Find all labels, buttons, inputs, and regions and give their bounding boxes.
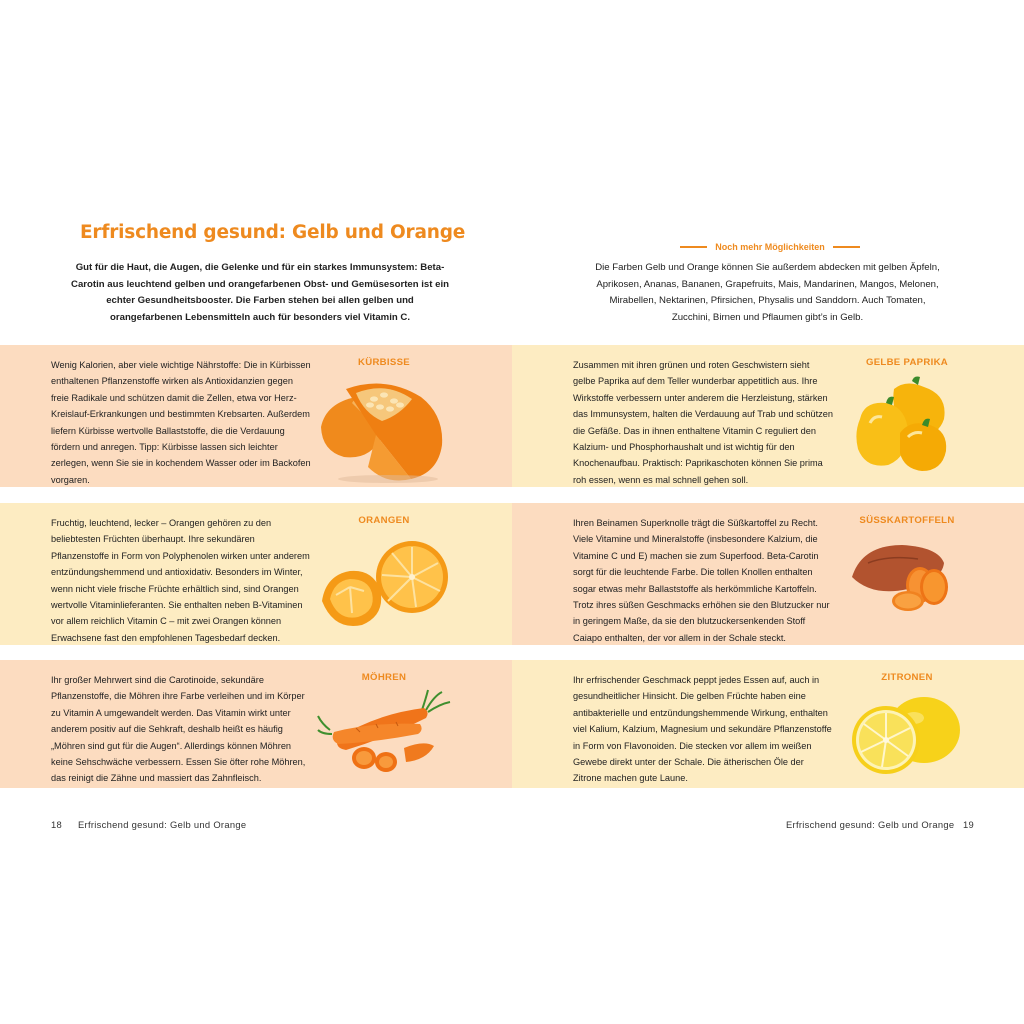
food-band-2: [0, 503, 1024, 645]
running-head-right: Erfrischend gesund: Gelb und Orange: [786, 819, 955, 830]
more-options-title: Noch mehr Möglichkeiten: [715, 242, 825, 252]
heading-rule-right: [833, 246, 860, 248]
gelbe-paprika-text: Zusammen mit ihren grünen und roten Geschwistern sieht gelbe Paprika auf dem Teller wunderbar appetitlich aus. Ihre Wirkstoffe verbessern unter anderem die Herzleistung, stärken das Immunsystem, halten die Verdauung auf Trab und schützen die Gefäße. Das in ihnen enthaltene Vitamin C reguliert den Kalzium- und Phosphorhaushalt und ist wichtig für den Knochenaufbau. Praktisch: Paprikaschoten können Sie prima roh essen, wenn es mal schnell gehen soll.: [573, 360, 833, 485]
moehren-text: Ihr großer Mehrwert sind die Carotinoide, sekundäre Pflanzenstoffe, die Möhren ihre Farbe verleihen und im Körper zu Vitamin A umgewandelt werden. Das Vitamin wirkt unter anderem positiv auf die Sehkraft, deshalb heißt es häufig „Möhren sind gut für die Augen“. Allerdings können Möhren keine Sehschwäche verbessern. Essen Sie öfter rohe Möhren, das reinigt die Zähne und massiert das Zahnfleisch.: [51, 675, 306, 784]
moehren-heading: MÖHREN: [361, 672, 407, 683]
page-title: Erfrischend gesund: Gelb und Orange: [80, 222, 466, 243]
orangen-heading: ORANGEN: [358, 515, 410, 526]
food-band-3: [0, 660, 1024, 788]
orange-icon: [316, 535, 456, 635]
page-number-right: 19: [963, 819, 975, 830]
gelbe-paprika-heading: GELBE PAPRIKA: [865, 357, 949, 368]
carrot-icon: [316, 688, 456, 778]
zitronen-text: Ihr erfrischender Geschmack peppt jedes Essen auf, auch in gesundheitlicher Hinsicht. Die gelben Früchte haben eine antibakterielle und entzündungshemmende Wirkung, enthalten viel Kalium, Kalzium, Magnesium und sekundäre Pflanzenstoffe in Form von Flavonoiden. Die stecken vor allem im weißen Gewebe direkt unter der Schale. Die ätherischen Öle der Zitrone machen gute Laune.: [573, 675, 832, 784]
suesskartoffeln-heading: SÜSSKARTOFFELN: [859, 515, 955, 526]
heading-rule-left: [680, 246, 707, 248]
intro-text: Gut für die Haut, die Augen, die Gelenke und für ein starkes Immunsystem: Beta-Carotin aus leuchtend gelben und orangefarbenen Obst- und Gemüsesorten ist ein echter Gesundheitsbooster. Die Farben stehen bei allen gelben und orangefarbenen Lebensmitteln auch für besonders viel Vitamin C.: [71, 262, 449, 323]
food-band-1: [0, 345, 1024, 487]
page-number-left: 18: [51, 819, 63, 830]
bell-pepper-icon: [848, 375, 958, 475]
sweet-potato-icon: [848, 537, 960, 617]
kuerbisse-text: Wenig Kalorien, aber viele wichtige Nährstoffe: Die in Kürbissen enthaltenen Pflanzenstoffe wirken als Antioxidanzien gegen freie Radikale und schützen damit die Zellen, etwa vor Herz-Kreislauf-Erkrankungen und bestimmten Krebsarten. Außerdem liefern Kürbisse wertvolle Ballaststoffe, die die Verdauung fördern und anregen. Tipp: Kürbisse lassen sich leichter zerlegen, wenn Sie sie in kochendem Wasser oder im Backofen vorgaren.: [51, 360, 311, 485]
more-options-text: Die Farben Gelb und Orange können Sie außerdem abdecken mit gelben Äpfeln, Aprikosen, Ananas, Bananen, Grapefruits, Mais, Mandarinen, Mangos, Melonen, Mirabellen, Nektarinen, Pfirsichen, Physalis und Sanddorn. Auch Tomaten, Zucchini, Birnen und Pflaumen gibt’s in Gelb.: [595, 262, 940, 323]
more-options-heading: [600, 242, 940, 252]
running-head-left: Erfrischend gesund: Gelb und Orange: [78, 819, 247, 830]
suesskartoffeln-text: Ihren Beinamen Superknolle trägt die Süßkartoffel zu Recht. Viele Vitamine und Mineralstoffe (insbesondere Kalzium, die Vitamine C und E) machen sie zum Superfood. Beta-Carotin sorgt für die leuchtende Farbe. Die tollen Knollen enthalten sogar etwas mehr Ballaststoffe als herkömmliche Kartoffeln. Trotz ihres süßen Geschmacks erhöhen sie den Blutzucker nur in geringem Maße, da sie den blutzuckersenkenden Stoff Caiapo enthalten, der vor allem in der Schale steckt.: [573, 518, 830, 643]
lemon-icon: [848, 690, 966, 780]
zitronen-heading: ZITRONEN: [881, 672, 933, 683]
kuerbisse-heading: KÜRBISSE: [358, 357, 410, 368]
orangen-text: Fruchtig, leuchtend, lecker – Orangen gehören zu den beliebtesten Früchten überhaupt. Ihre sekundären Pflanzenstoffe in Form von Polyphenolen wirken unter anderem entzündungshemmend und antioxidativ. Besonders im Winter, wenn nicht viele frische Früchte erhältlich sind, sind Orangen wertvolle Vitaminlieferanten. Sie enthalten neben B-Vitaminen vor allem reichlich Vitamin C – mit zwei Orangen können Erwachsene fast den empfohlenen Tagesbedarf decken.: [51, 518, 310, 643]
pumpkin-icon: [316, 375, 451, 485]
